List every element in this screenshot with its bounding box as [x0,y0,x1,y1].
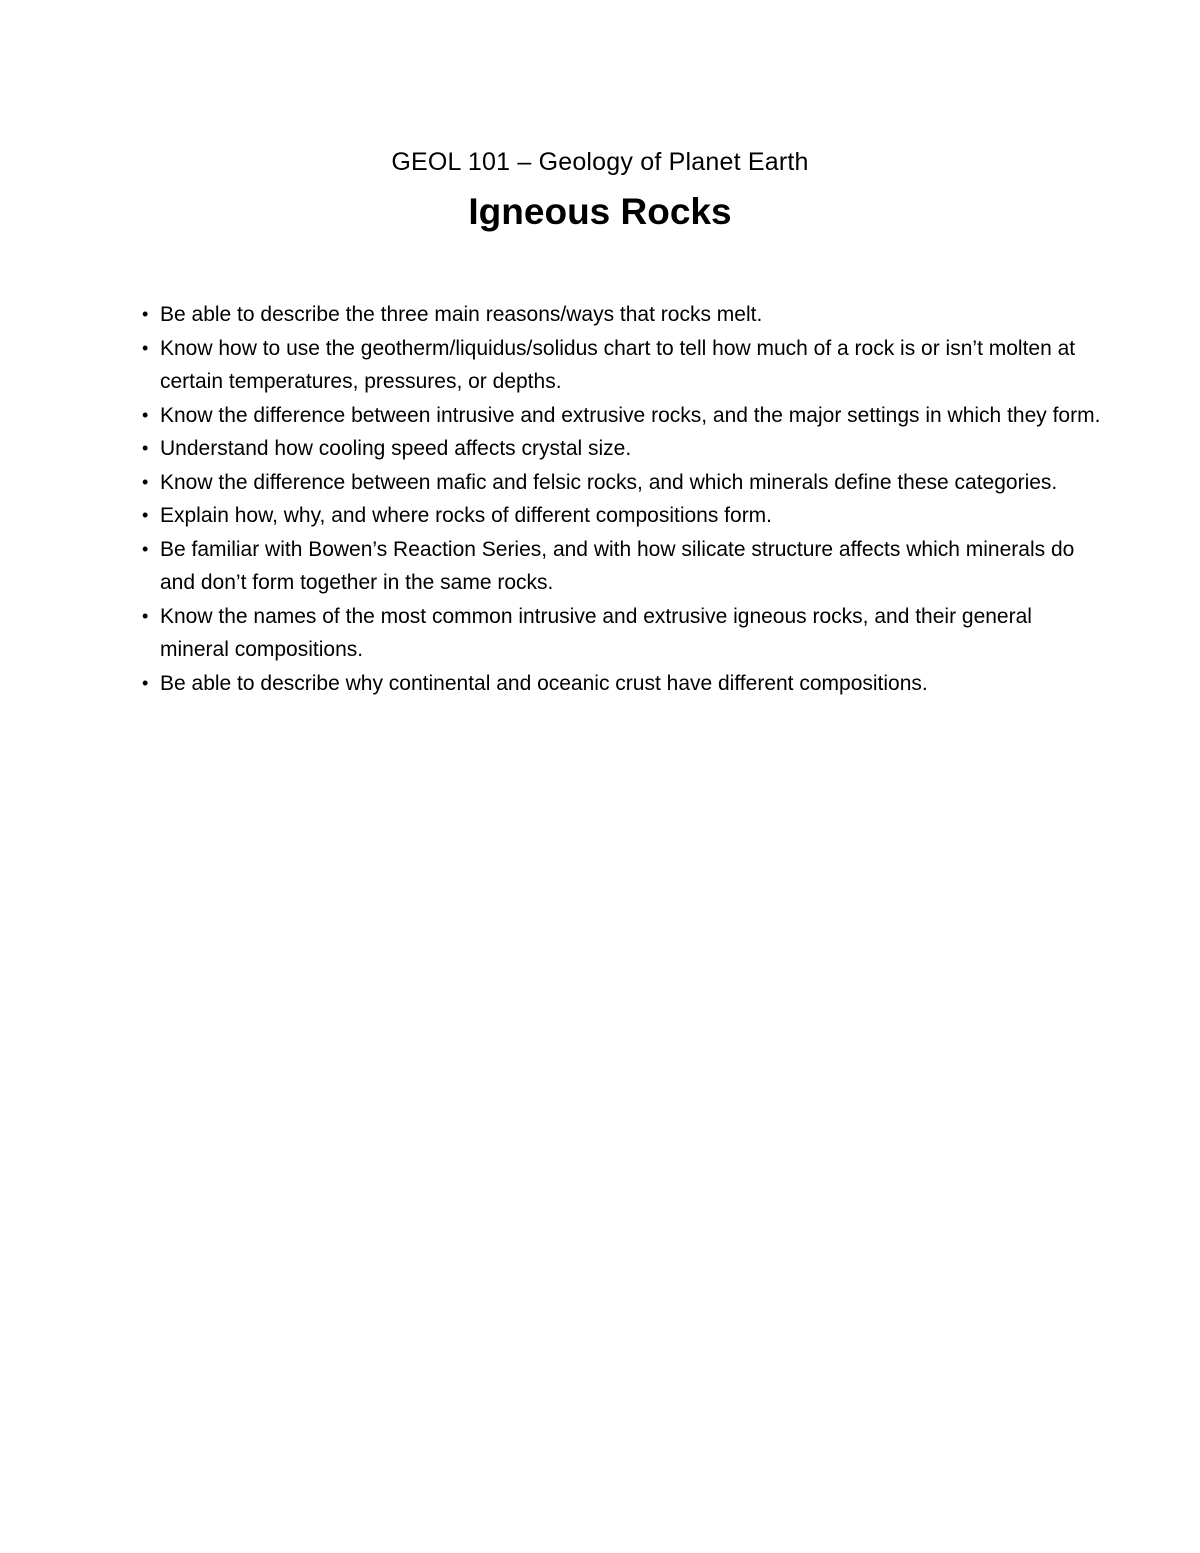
list-item [142,533,1102,600]
list-item-text: Explain how, why, and where rocks of different compositions form. [160,504,773,527]
list-item-text: Know how to use the geotherm/liquidus/solidus chart to tell how much of a rock is or isn’t molten at certain temperatures, pressures, or depths. [160,336,1076,393]
list-item-text: Know the names of the most common intrusive and extrusive igneous rocks, and their general mineral compositions. [160,604,1032,661]
list-item-text: Know the difference between intrusive and extrusive rocks, and the major settings in which they form. [160,403,1101,427]
bullet-icon: • [142,605,149,626]
list-item [142,298,1102,332]
list-item [142,432,1102,466]
list-item-text: Know the difference between mafic and felsic rocks, and which minerals define these categories. [160,470,1058,494]
list-item-text: Be able to describe the three main reasons/ways that rocks melt. [160,303,763,326]
list-item [142,499,1102,533]
list-item [142,600,1102,667]
bullet-icon: • [142,538,149,559]
list-item-text: Be able to describe why continental and oceanic crust have different compositions. [160,671,928,695]
list-item [142,667,1102,701]
bullet-icon: • [142,438,149,458]
list-item-text: Be familiar with Bowen’s Reaction Series, and with how silicate structure affects which minerals do and don’t form together in the same rocks. [160,537,1075,594]
page-title: Igneous Rocks [468,191,732,232]
list-item [142,332,1102,399]
course-title: GEOL 101 – Geology of Planet Earth [391,148,809,176]
bullet-icon: • [142,304,149,324]
bullet-icon: • [142,404,149,425]
list-item [142,466,1102,500]
bullet-icon: • [142,672,149,693]
objectives-list [142,298,1102,700]
bullet-icon: • [142,471,149,492]
bullet-icon: • [142,337,149,358]
bullet-icon: • [142,505,149,525]
list-item [142,399,1102,433]
list-item-text: Understand how cooling speed affects crystal size. [160,437,632,460]
